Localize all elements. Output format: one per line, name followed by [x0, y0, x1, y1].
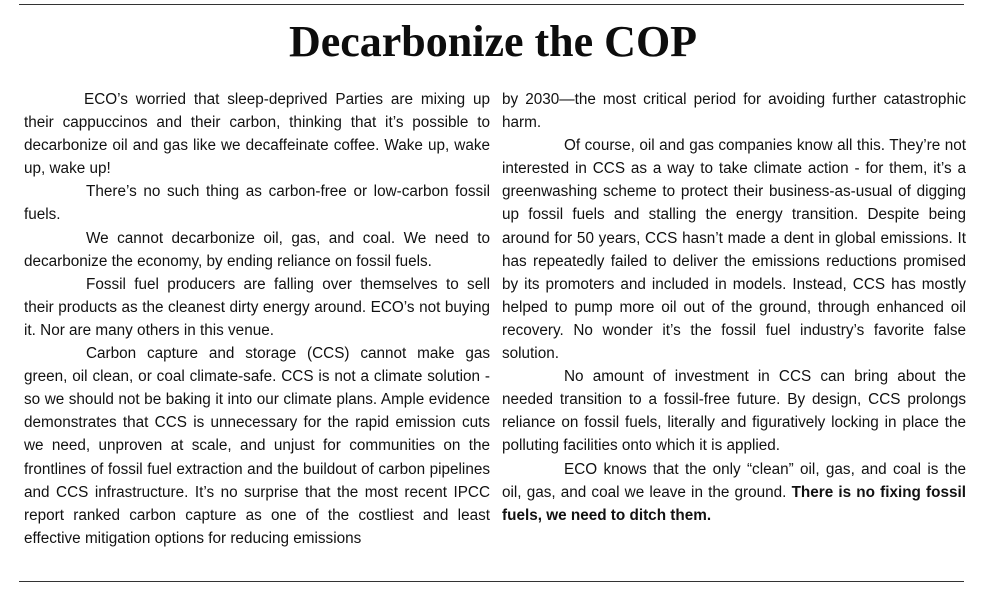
- article-title: Decarbonize the COP: [288, 17, 698, 66]
- closing-paragraph: [502, 458, 966, 527]
- closing-text: ECO knows that the only “clean” oil, gas, and coal is the oil, gas, and coal we leave in the ground.: [502, 460, 966, 501]
- paragraph: There’s no such thing as carbon-free or low-carbon fossil fuels.: [24, 183, 490, 224]
- left-column: [24, 88, 490, 550]
- paragraph: We cannot decarbonize oil, gas, and coal. We need to decarbonize the economy, by ending reliance on fossil fuels.: [24, 229, 490, 270]
- paragraph: Of course, oil and gas companies know all this. They’re not interested in CCS as a way to take climate action - for them, it’s a greenwashing scheme to protect their business-as-usual of digging up fossil fuels and stalling the energy transition. Despite being around for 50 years, CCS hasn’t made a dent in global emissions. It has repeatedly failed to deliver the emissions reductions promised by its promoters and included in models. Instead, CCS has mostly helped to pump more oil out of the ground, through enhanced oil recovery. No wonder it’s the fossil fuel industry’s favorite false solution.: [502, 137, 966, 363]
- paragraph-continuation: by 2030—the most critical period for avoiding further catastrophic harm.: [502, 91, 966, 132]
- right-column: [502, 88, 966, 527]
- paragraph: No amount of investment in CCS can bring about the needed transition to a fossil-free future. By design, CCS prolongs reliance on fossil fuels, literally and figuratively locking in place the polluting facilities onto which it is applied.: [502, 368, 966, 455]
- top-divider: [19, 4, 964, 5]
- bottom-divider: [19, 581, 964, 582]
- paragraph: Fossil fuel producers are falling over themselves to sell their products as the cleanest dirty energy around. ECO’s not buying it. Nor are many others in this venue.: [24, 275, 490, 339]
- paragraph: Carbon capture and storage (CCS) cannot make gas green, oil clean, or coal climate-safe. CCS is not a climate solution - so we should not be baking it into our climate plans. Ample evidence demonstrates that CCS is unnecessary for the rapid emission cuts we need, unproven at scale, and unjust for communities on the frontlines of fossil fuel extraction and the buildout of carbon pipelines and CCS infrastructure. It’s no surprise that the most recent IPCC report ranked carbon capture as one of the costliest and least effective mitigation options for reducing emissions: [24, 345, 490, 547]
- closing-bold-text: There is no fixing fossil fuels, we need to ditch them.: [502, 483, 966, 524]
- paragraph: ECO’s worried that sleep-deprived Parties are mixing up their cappuccinos and their carbon, thinking that it’s possible to decarbonize oil and gas like we decaffeinate coffee. Wake up, wake up, wake up!: [24, 91, 490, 178]
